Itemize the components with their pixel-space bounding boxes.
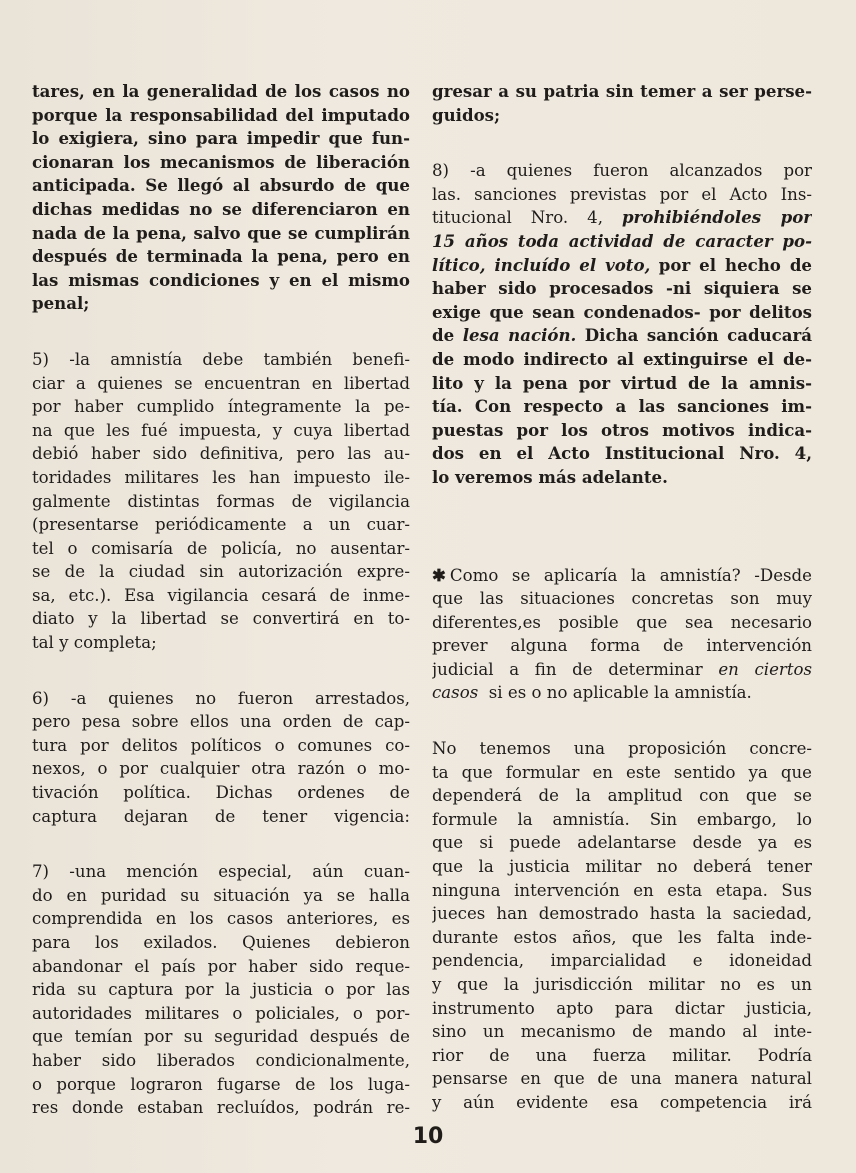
text-fragment: Como se aplicaría la amnistía? -Desde (449, 565, 812, 585)
text-line: haber sido liberados condicionalmente, (32, 1050, 410, 1070)
text-line: No tenemos una proposición concre- (432, 739, 812, 759)
text-line: y aún evidente esa competencia irá (432, 1092, 812, 1112)
right-column (432, 80, 812, 1115)
paragraph-item-8 (432, 159, 812, 489)
text-line: sa, etc.). Esa vigilancia cesará de inme- (32, 585, 410, 605)
paragraph-item-6 (32, 687, 410, 829)
text-line: tivación política. Dichas ordenes de (32, 783, 410, 803)
text-line (432, 658, 812, 682)
italic-text: casos (432, 683, 479, 703)
text-line (432, 230, 812, 254)
text-line: pendencia, imparcialidad e idoneidad (432, 951, 812, 971)
text-line: porque la responsabilidad del imputado (32, 104, 410, 125)
text-line: instrumento apto para dictar justicia, (432, 998, 812, 1018)
text-line: 7) -una mención especial, aún cuan- (32, 862, 410, 882)
text-line: dichas medidas no se diferenciaron en (32, 198, 410, 219)
text-line: que temían por su seguridad después de (32, 1027, 410, 1047)
paragraph-continuation (432, 80, 812, 127)
text-line: haber sido procesados -ni siquiera se (432, 278, 812, 299)
text-line: diato y la libertad se convertirá en to- (32, 609, 410, 629)
text-fragment: Dicha sanción caducará (584, 325, 812, 346)
text-fragment: judicial a fin de determinar (432, 659, 703, 679)
text-line: tía. Con respecto a las sanciones im- (432, 396, 812, 417)
text-line: galmente distintas formas de vigilancia (32, 491, 410, 511)
paragraph-item-5 (32, 348, 410, 655)
paragraph-question (432, 564, 812, 706)
text-line: 6) -a quienes no fueron arrestados, (32, 688, 410, 708)
text-line: 8) -a quienes fueron alcanzados por (432, 161, 812, 181)
text-line (432, 564, 812, 588)
text-line: pensarse en que de una manera natural (432, 1069, 812, 1089)
text-line (432, 324, 812, 348)
text-line: sino un mecanismo de mando al inte- (432, 1022, 812, 1042)
text-fragment: de (432, 325, 455, 346)
text-line: toridades militares les han impuesto ile- (32, 467, 410, 487)
text-line: las mismas condiciones y en el mismo (32, 269, 410, 290)
paragraph-item-7 (32, 860, 410, 1120)
text-line: diferentes,es posible que sea necesario (432, 612, 812, 632)
text-line: durante estos años, que les falta inde- (432, 927, 812, 947)
text-line: tura por delitos políticos o comunes co- (32, 735, 410, 755)
text-line: (presentarse periódicamente a un cuar- (32, 515, 410, 535)
emphasis-text: prohibiéndoles por (621, 207, 812, 228)
text-line: cionaran los mecanismos de liberación (32, 151, 410, 172)
text-line: lo veremos más adelante. (432, 466, 668, 487)
text-line: o porque lograron fugarse de los luga- (32, 1074, 410, 1094)
text-line: prever alguna forma de intervención (432, 636, 812, 656)
text-fragment: titucional Nro. 4, (432, 208, 603, 228)
text-line: lo exigiera, sino para impedir que fun- (32, 128, 410, 149)
text-line: abandonar el país por haber sido reque- (32, 956, 410, 976)
emphasis-text: lesa nación. (462, 325, 577, 346)
text-line: formule la amnistía. Sin embargo, lo (432, 809, 812, 829)
text-line: ta que formular en este sentido ya que (432, 762, 812, 782)
text-line: captura dejaran de tener vigencia: (32, 806, 410, 826)
text-line (432, 681, 812, 705)
text-line: por haber cumplido íntegramente la pe- (32, 397, 410, 417)
text-line: ciar a quienes se encuentran en libertad (32, 373, 410, 393)
text-line: que si puede adelantarse desde ya es (432, 833, 812, 853)
asterisk-bullet-icon: ✱ (432, 564, 446, 585)
text-line: na que les fué impuesta, y cuya libertad (32, 420, 410, 440)
text-line: 5) -la amnistía debe también benefi- (32, 349, 410, 369)
text-line: comprendida en los casos anteriores, es (32, 909, 410, 929)
text-line: tal y completa; (32, 633, 157, 653)
emphasis-text: lítico, incluído el voto, (432, 254, 651, 275)
text-line: rior de una fuerza militar. Podría (432, 1045, 812, 1065)
text-line: pero pesa sobre ellos una orden de cap- (32, 712, 410, 732)
text-line: do en puridad su situación ya se halla (32, 885, 410, 905)
text-line: tares, en la generalidad de los casos no (32, 81, 410, 101)
text-line: que las situaciones concretas son muy (432, 589, 812, 609)
italic-text: en ciertos (718, 659, 812, 679)
text-fragment: si es o no aplicable la amnistía. (488, 683, 752, 703)
text-line: penal; (32, 293, 90, 314)
text-line: se de la ciudad sin autorización expre- (32, 562, 410, 582)
text-fragment: por el hecho de (658, 254, 812, 275)
emphasis-text: 15 años toda actividad de caracter po- (432, 230, 812, 251)
text-line: anticipada. Se llegó al absurdo de que (32, 175, 410, 196)
text-line: exige que sean condenados- por delitos (432, 301, 812, 322)
paragraph-continuation (32, 80, 410, 316)
text-line: puestas por los otros motivos indica- (432, 419, 812, 440)
text-line: jueces han demostrado hasta la saciedad, (432, 904, 812, 924)
text-line: nexos, o por cualquier otra razón o mo- (32, 759, 410, 779)
text-line: y que la jurisdicción militar no es un (432, 975, 812, 994)
paragraph-proposal (432, 737, 812, 1115)
text-line (432, 254, 812, 278)
text-line: las. sanciones previstas por el Acto Ins- (432, 184, 812, 204)
text-line: tel o comisaría de policía, no ausentar- (32, 538, 410, 558)
text-line: res donde estaban recluídos, podrán re- (32, 1098, 410, 1118)
text-line: dependerá de la amplitud con que se (432, 786, 812, 806)
text-line: nada de la pena, salvo que se cumplirán (32, 222, 410, 243)
text-line: guidos; (432, 104, 501, 125)
left-column (32, 80, 410, 1120)
text-line (432, 206, 812, 230)
text-line: gresar a su patria sin temer a ser perse- (432, 81, 812, 101)
text-line: ninguna intervención en esta etapa. Sus (432, 880, 812, 900)
text-line: lito y la pena por virtud de la amnis- (432, 372, 812, 393)
text-line: después de terminada la pena, pero en (32, 246, 410, 267)
text-line: debió haber sido definitiva, pero las au- (32, 444, 410, 464)
text-line: dos en el Acto Institucional Nro. 4, (432, 443, 812, 464)
text-line: rida su captura por la justicia o por las (32, 980, 410, 1000)
text-line: para los exilados. Quienes debieron (32, 933, 410, 952)
page-number: 10 (412, 1124, 444, 1149)
text-line: autoridades militares o policiales, o por- (32, 1003, 410, 1023)
text-line: que la justicia militar no deberá tener (432, 857, 812, 877)
text-line: de modo indirecto al extinguirse el de- (432, 348, 812, 369)
